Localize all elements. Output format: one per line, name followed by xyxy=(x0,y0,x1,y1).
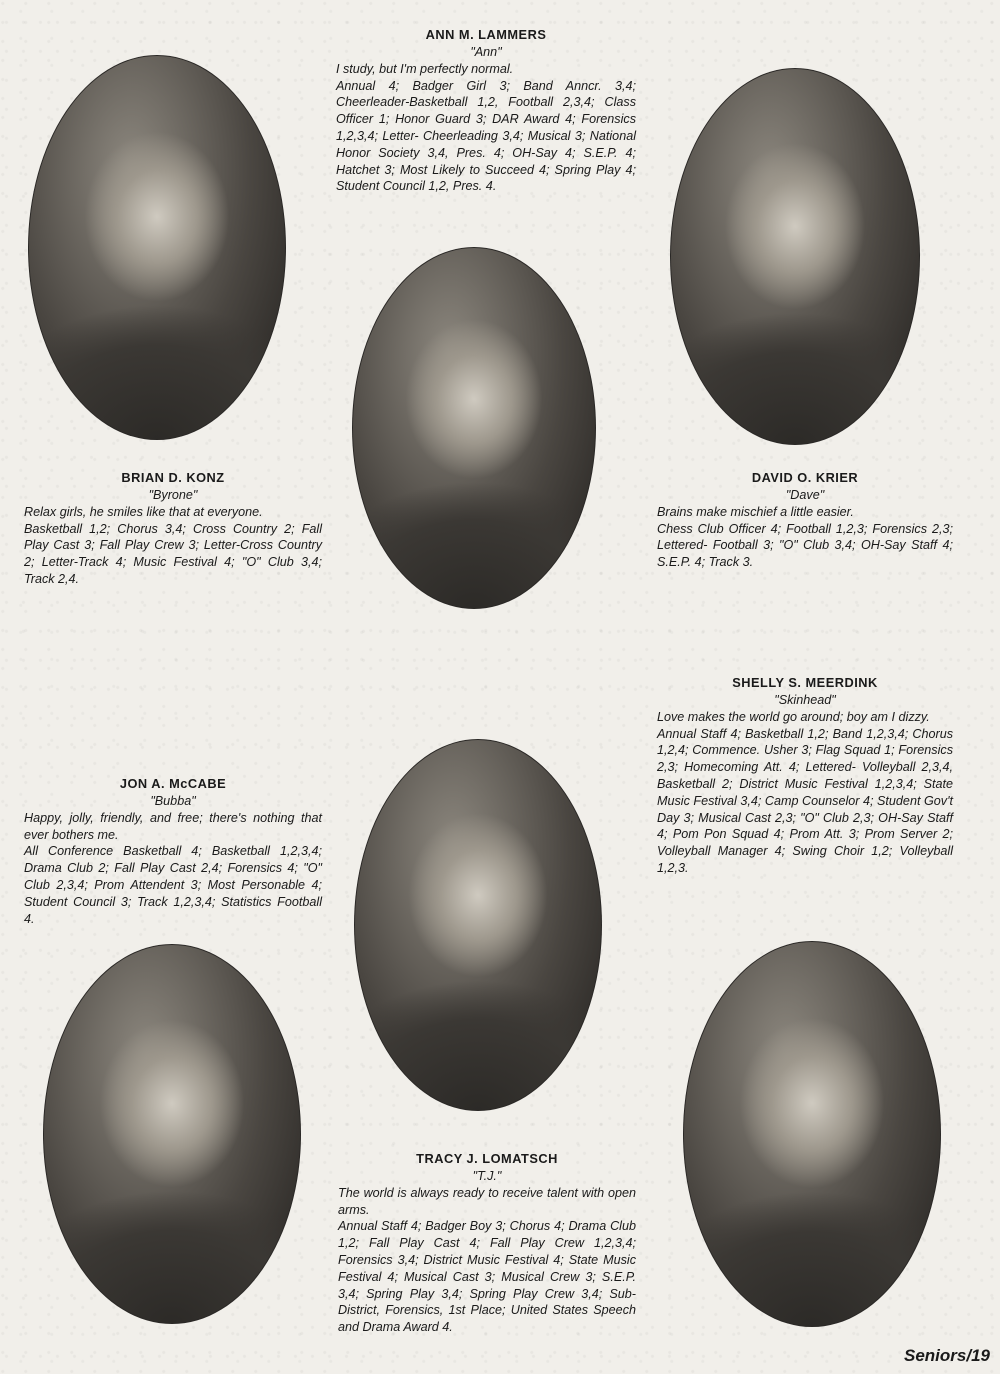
student-quote: Happy, jolly, friendly, and free; there's nothing that ever bothers me. xyxy=(24,810,322,842)
student-quote: I study, but I'm perfectly normal. xyxy=(336,61,514,76)
bio-jon-mccabe xyxy=(24,775,322,927)
portrait-brian-konz xyxy=(28,55,286,440)
portrait-david-krier xyxy=(670,68,920,445)
student-activities: Annual Staff 4; Basketball 1,2; Band 1,2,3,4; Chorus 1,2,4; Commence. Usher 3; Flag Squad 1; Forensics 2,3; Homecoming Att. 4; Lettered- Volleyball 2,3,4, Basketball 2; District Music Festival 1,2,3,4; State Music Festival 3,4; Camp Counselor 4; Student Gov't Day 3; Musical Cast 2,3; "O" Club 2,3; OH-Say Staff 4; Pom Pon Squad 4; Prom Att. 3; Prom Server 2; Volleyball Manager 4; Swing Choir 1,2; Volleyball 1,2,3. xyxy=(657,726,953,875)
student-quote: Relax girls, he smiles like that at everyone. xyxy=(24,504,263,519)
portrait-tracy-lomatsch xyxy=(354,739,602,1111)
student-name: JON A. McCABE xyxy=(119,776,227,791)
student-name: BRIAN D. KONZ xyxy=(121,470,225,485)
student-activities: Chess Club Officer 4; Football 1,2,3; Forensics 2,3; Lettered- Football 3; "O" Club 3,4; OH-Say Staff 4; S.E.P. 4; Track 3. xyxy=(657,521,953,570)
student-nickname: "Skinhead" xyxy=(774,693,836,707)
student-name: ANN M. LAMMERS xyxy=(425,27,547,42)
student-nickname: "T.J." xyxy=(472,1169,502,1183)
portrait-shelly-meerdink xyxy=(683,941,941,1327)
page-folio: Seniors/19 xyxy=(904,1346,990,1365)
student-nickname: "Byrone" xyxy=(148,488,198,502)
portrait-ann-lammers xyxy=(352,247,596,609)
bio-brian-konz xyxy=(24,469,322,588)
student-quote: Brains make mischief a little easier. xyxy=(657,504,854,519)
student-activities: Basketball 1,2; Chorus 3,4; Cross Country 2; Fall Play Cast 3; Fall Play Crew 3; Letter-Cross Country 2; Letter-Track 4; Music Festival 4; "O" Club 3,4; Track 2,4. xyxy=(24,521,322,586)
bio-david-krier xyxy=(657,469,953,571)
bio-shelly-meerdink xyxy=(657,674,953,877)
student-nickname: "Dave" xyxy=(785,488,825,502)
student-activities: Annual Staff 4; Badger Boy 3; Chorus 4; Drama Club 1,2; Fall Play Cast 4; Fall Play Crew 1,2,3,4; Forensics 3,4; District Music Festival 4; State Music Festival 4; Musical Cast 3; Musical Crew 3; S.E.P. 3,4; Spring Play 3,4; Spring Play Crew 3,4; Sub-District, Forensics, 1st Place; United States Speech and Drama Award 4. xyxy=(338,1219,636,1335)
portrait-jon-mccabe xyxy=(43,944,301,1324)
bio-ann-lammers xyxy=(336,26,636,195)
student-nickname: "Ann" xyxy=(470,45,502,59)
bio-tracy-lomatsch xyxy=(338,1150,636,1336)
student-nickname: "Bubba" xyxy=(150,794,196,808)
student-name: SHELLY S. MEERDINK xyxy=(732,675,878,690)
student-name: DAVID O. KRIER xyxy=(751,470,859,485)
student-name: TRACY J. LOMATSCH xyxy=(416,1151,558,1166)
student-activities: All Conference Basketball 4; Basketball 1,2,3,4; Drama Club 2; Fall Play Cast 2,4; Forensics 4; "O" Club 2,3,4; Prom Attendent 3; Most Personable 4; Student Council 3; Track 1,2,3,4; Statistics Football 4. xyxy=(24,844,322,926)
student-activities: Annual 4; Badger Girl 3; Band Anncr. 3,4; Cheerleader-Basketball 1,2, Football 2,3,4; Class Officer 1; Honor Guard 3; DAR Award 4; Forensics 1,2,3,4; Letter- Cheerleading 3,4; Musical 3; National Honor Society 3,4, Pres. 4; OH-Say 4; S.E.P. 4; Hatchet 3; Most Likely to Succeed 4; Spring Play 4; Student Council 1,2, Pres. 4. xyxy=(336,78,636,194)
student-quote: Love makes the world go around; boy am I dizzy. xyxy=(657,709,930,724)
student-quote: The world is always ready to receive talent with open arms. xyxy=(338,1185,636,1217)
